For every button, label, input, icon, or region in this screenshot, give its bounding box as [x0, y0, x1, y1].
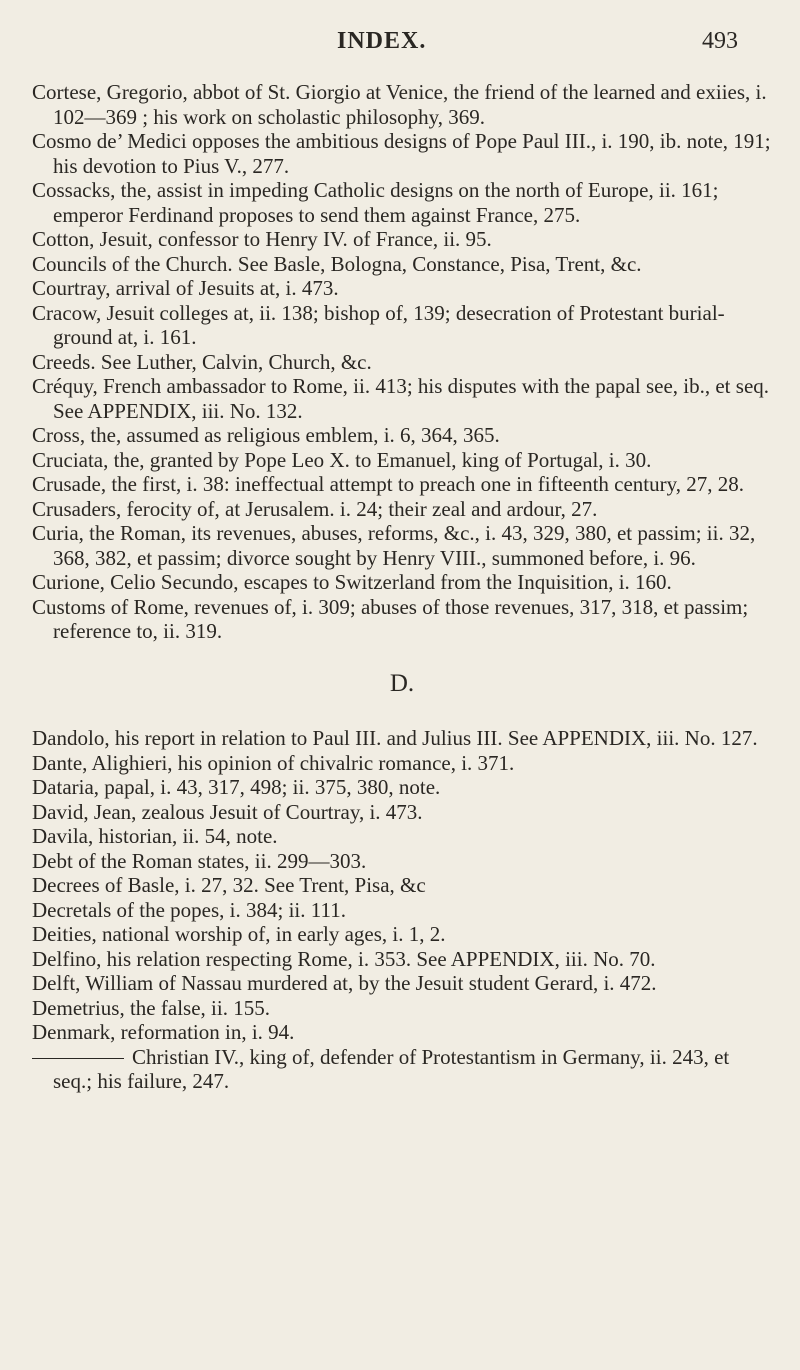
index-entry: Curia, the Roman, its revenues, abuses, reforms, &c., i. 43, 329, 380, et passim; ii. 32, 368, 382, et passim; divorce sought by Henry VIII., summoned before, i. 96.	[32, 521, 756, 570]
index-entry: Cracow, Jesuit colleges at, ii. 138; bishop of, 139; desecration of Protestant burial-ground at, i. 161.	[32, 300, 725, 349]
index-entries	[32, 80, 772, 1094]
index-entry: Curione, Celio Secundo, escapes to Switzerland from the Inquisition, i. 160.	[32, 570, 672, 594]
index-entry: Dandolo, his report in relation to Paul III. and Julius III. See APPENDIX, iii. No. 127.	[32, 726, 758, 750]
index-entry: Courtray, arrival of Jesuits at, i. 473.	[32, 276, 339, 300]
index-entry: Decretals of the popes, i. 384; ii. 111.	[32, 897, 346, 922]
index-entry: Delfino, his relation respecting Rome, i. 353. See APPENDIX, iii. No. 70.	[32, 946, 656, 971]
index-entry: Cruciata, the, granted by Pope Leo X. to Emanuel, king of Portugal, i. 30.	[32, 447, 652, 472]
index-entry: Cossacks, the, assist in impeding Catholic designs on the north of Europe, ii. 161; emperor Ferdinand proposes to send them against France, 275.	[32, 178, 719, 227]
subentry-text: Christian IV., king of, defender of Protestantism in Germany, ii. 243, et seq.; his failure, 247.	[53, 1044, 730, 1093]
index-entry: Demetrius, the false, ii. 155.	[32, 995, 270, 1020]
index-entry: Cortese, Gregorio, abbot of St. Giorgio at Venice, the friend of the learned and exiies, i. 102—369 ; his work on scholastic philosophy, 369.	[32, 80, 767, 129]
index-entry: Deities, national worship of, in early ages, i. 1, 2.	[32, 922, 446, 946]
index-entry: Créquy, French ambassador to Rome, ii. 413; his disputes with the papal see, ib., et seq. See APPENDIX, iii. No. 132.	[32, 374, 770, 423]
section-letter: D.	[389, 669, 415, 697]
index-entry: Cosmo de’ Medici opposes the ambitious designs of Pope Paul III., i. 190, ib. note, 191; his devotion to Pius V., 277.	[32, 129, 771, 178]
page-header	[0, 28, 800, 68]
index-entry: Councils of the Church. See Basle, Bologna, Constance, Pisa, Trent, &c.	[32, 251, 642, 276]
index-entry: Crusade, the first, i. 38: ineffectual attempt to preach one in fifteenth century, 27, 28.	[32, 472, 745, 496]
index-entry: Denmark, reformation in, i. 94.	[32, 1020, 295, 1044]
index-entry: Creeds. See Luther, Calvin, Church, &c.	[32, 349, 372, 374]
index-entry: Davila, historian, ii. 54, note.	[32, 824, 278, 848]
index-entry: Crusaders, ferocity of, at Jerusalem. i. 24; their zeal and ardour, 27.	[32, 496, 598, 521]
index-entry: Customs of Rome, revenues of, i. 309; abuses of those revenues, 317, 318, et passim; reference to, ii. 319.	[32, 594, 749, 643]
index-entry: David, Jean, zealous Jesuit of Courtray, i. 473.	[32, 799, 423, 824]
index-entry: Decrees of Basle, i. 27, 32. See Trent, Pisa, &c	[32, 873, 426, 897]
repeat-dash	[32, 1058, 124, 1059]
index-entry: Dante, Alighieri, his opinion of chivalric romance, i. 371.	[32, 750, 515, 775]
running-head: INDEX.	[337, 28, 427, 54]
index-entry: Cotton, Jesuit, confessor to Henry IV. of France, ii. 95.	[32, 227, 492, 251]
index-entry: Debt of the Roman states, ii. 299—303.	[32, 848, 367, 873]
index-entry: Delft, William of Nassau murdered at, by the Jesuit student Gerard, i. 472.	[32, 971, 657, 995]
index-subentry	[32, 1045, 772, 1094]
page-number: 493	[702, 28, 738, 54]
index-entry: Dataria, papal, i. 43, 317, 498; ii. 375, 380, note.	[32, 775, 441, 799]
index-entry: Cross, the, assumed as religious emblem, i. 6, 364, 365.	[32, 423, 500, 447]
